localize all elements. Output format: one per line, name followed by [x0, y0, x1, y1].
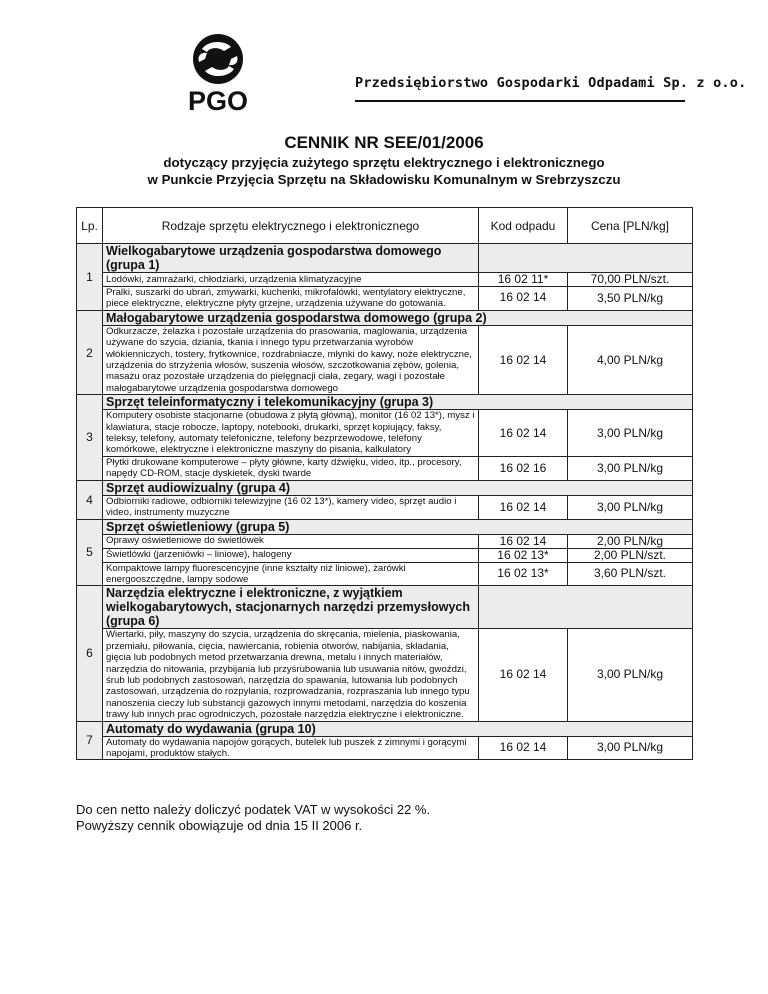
group-number: 2 [77, 310, 103, 394]
validity-note: Powyższy cennik obowiązuje od dnia 15 II 2006 r. [76, 818, 363, 833]
price: 3,00 PLN/kg [568, 629, 693, 721]
header-lp: Lp. [77, 208, 103, 244]
waste-code: 16 02 16 [479, 456, 568, 480]
group-number: 7 [77, 721, 103, 760]
table-row [77, 456, 693, 480]
item-description: Kompaktowe lampy fluorescencyjne (inne kształty niż liniowe), żarówki energooszczędne, lampy sodowe [103, 562, 479, 586]
price-table [76, 207, 693, 760]
group-row [77, 586, 693, 629]
group-number: 6 [77, 586, 103, 721]
group-number: 3 [77, 395, 103, 480]
price: 2,00 PLN/kg [568, 534, 693, 548]
waste-code: 16 02 11* [479, 273, 568, 287]
table-row [77, 736, 693, 760]
price: 3,00 PLN/kg [568, 456, 693, 480]
group-name: Wielkogabarytowe urządzenia gospodarstwa domowego (grupa 1) [103, 244, 479, 273]
price: 70,00 PLN/szt. [568, 273, 693, 287]
waste-code: 16 02 14 [479, 325, 568, 394]
group-row [77, 480, 693, 495]
price: 4,00 PLN/kg [568, 325, 693, 394]
header-divider [355, 100, 685, 102]
group-number: 4 [77, 480, 103, 519]
pgo-logo [175, 32, 261, 114]
table-row [77, 273, 693, 287]
waste-code: 16 02 14 [479, 629, 568, 721]
item-description: Oprawy oświetleniowe do świetlówek [103, 534, 479, 548]
header-waste-code: Kod odpadu [479, 208, 568, 244]
waste-code: 16 02 13* [479, 548, 568, 562]
group-row [77, 244, 693, 273]
item-description: Lodówki, zamrażarki, chłodziarki, urządzenia klimatyzacyjne [103, 273, 479, 287]
group-bar [479, 586, 693, 629]
waste-code: 16 02 14 [479, 495, 568, 519]
price: 2,00 PLN/szt. [568, 548, 693, 562]
subtitle-line-1: dotyczący przyjęcia zużytego sprzętu elektrycznego i elektronicznego [163, 155, 605, 170]
table-row [77, 495, 693, 519]
table-row [77, 548, 693, 562]
company-name: Przedsiębiorstwo Gospodarki Odpadami Sp. z o.o. [355, 75, 747, 91]
group-row [77, 310, 693, 325]
table-row [77, 325, 693, 394]
item-description: Odbiorniki radiowe, odbiorniki telewizyjne (16 02 13*), kamery video, sprzęt audio i video, instrumenty muzyczne [103, 495, 479, 519]
group-name: Narzędzia elektryczne i elektroniczne, z wyjątkiem wielkogabarytowych, stacjonarnych narzędzi przemysłowych (grupa 6) [103, 586, 479, 629]
price: 3,60 PLN/szt. [568, 562, 693, 586]
table-row [77, 534, 693, 548]
page-subtitle [0, 154, 768, 188]
group-row [77, 519, 693, 534]
table-row [77, 562, 693, 586]
group-row [77, 721, 693, 736]
group-number: 1 [77, 244, 103, 311]
group-row [77, 395, 693, 410]
table-row [77, 410, 693, 457]
price: 3,00 PLN/kg [568, 495, 693, 519]
group-name: Małogabarytowe urządzenia gospodarstwa domowego (grupa 2) [103, 310, 693, 325]
item-description: Płytki drukowane komputerowe – płyty główne, karty dźwięku, video, itp., procesory, napędy CD-ROM, stacje dyskietek, dyski twarde [103, 456, 479, 480]
svg-text:PGO: PGO [187, 86, 249, 114]
group-name: Automaty do wydawania (grupa 10) [103, 721, 693, 736]
table-header-row [77, 208, 693, 244]
price: 3,00 PLN/kg [568, 736, 693, 760]
price: 3,50 PLN/kg [568, 287, 693, 311]
table-row [77, 287, 693, 311]
group-bar [479, 244, 693, 273]
group-name: Sprzęt teleinformatyczny i telekomunikacyjny (grupa 3) [103, 395, 693, 410]
item-description: Pralki, suszarki do ubrań, zmywarki, kuchenki, mikrofalówki, wentylatory elektryczne, piece elektryczne, elektryczne płyty grzejne, urządzenia używane do gotowania. [103, 287, 479, 311]
price: 3,00 PLN/kg [568, 410, 693, 457]
waste-code: 16 02 14 [479, 736, 568, 760]
header-description: Rodzaje sprzętu elektrycznego i elektronicznego [103, 208, 479, 244]
waste-code: 16 02 13* [479, 562, 568, 586]
footer-notes [76, 802, 430, 834]
item-description: Odkurzacze, żelazka i pozostałe urządzenia do prasowania, maglowania, urządzenia używane do szycia, dziania, tkania i innego typu przetwarzania wyrobów włókienniczych, tostery, frytkownice, rozdrabniacze, młynki do kawy, noże elektryczne, urządzenia do strzyżenia włosów, suszenia włosów, szczotkowania zębów, golenia, masażu oraz pozostałe urządzenia do pielęgnacji ciała, zegary, wagi i pozostałe małogabarytowe urządzenia gospodarstwa domowego [103, 325, 479, 394]
waste-code: 16 02 14 [479, 287, 568, 311]
item-description: Komputery osobiste stacjonarne (obudowa z płytą główną), monitor (16 02 13*), mysz i klawiatura, stacje robocze, laptopy, notebooki, drukarki, sprzęt kopiujący, faksy, teleksy, telefony, automaty telefoniczne, telefony bezprzewodowe, telefony komórkowe, elektryczne i elektroniczne maszyny do pisania, kalkulatory [103, 410, 479, 457]
waste-code: 16 02 14 [479, 410, 568, 457]
item-description: Wiertarki, piły, maszyny do szycia, urządzenia do skręcania, mielenia, piaskowania, przemiału, piłowania, cięcia, nawiercania, robienia otworów, nabijania, składania, gięcia lub podobnych metod przetwarzania drewna, metalu i innych materiałów, narzędzia do nitowania, przybijania lub przyśrubowania lub usuwania nitów, gwoździ, śrub lub podobnych zastosowań, narzędzia do spawania, lutowania lub podobnych zastosowań, urządzenia do rozpylania, rozprowadzania, rozpraszania lub innego typu nanoszenia cieczy lub substancji gazowych innymi metodami, narzędzia do koszenia trawy lub innych prac ogrodniczych, pozostałe narzędzia elektryczne i elektroniczne. [103, 629, 479, 721]
header-price: Cena [PLN/kg] [568, 208, 693, 244]
group-number: 5 [77, 519, 103, 586]
group-name: Sprzęt oświetleniowy (grupa 5) [103, 519, 693, 534]
vat-note: Do cen netto należy doliczyć podatek VAT w wysokości 22 %. [76, 802, 431, 817]
table-row [77, 629, 693, 721]
subtitle-line-2: w Punkcie Przyjęcia Sprzętu na Składowisku Komunalnym w Srebrzyszczu [147, 172, 621, 187]
waste-code: 16 02 14 [479, 534, 568, 548]
item-description: Świetlówki (jarzeniówki – liniowe), halogeny [103, 548, 479, 562]
group-name: Sprzęt audiowizualny (grupa 4) [103, 480, 693, 495]
page-title: CENNIK NR SEE/01/2006 [284, 133, 484, 152]
item-description: Automaty do wydawania napojów gorących, butelek lub puszek z zimnymi i gorącymi napojami, produktów stałych. [103, 736, 479, 760]
